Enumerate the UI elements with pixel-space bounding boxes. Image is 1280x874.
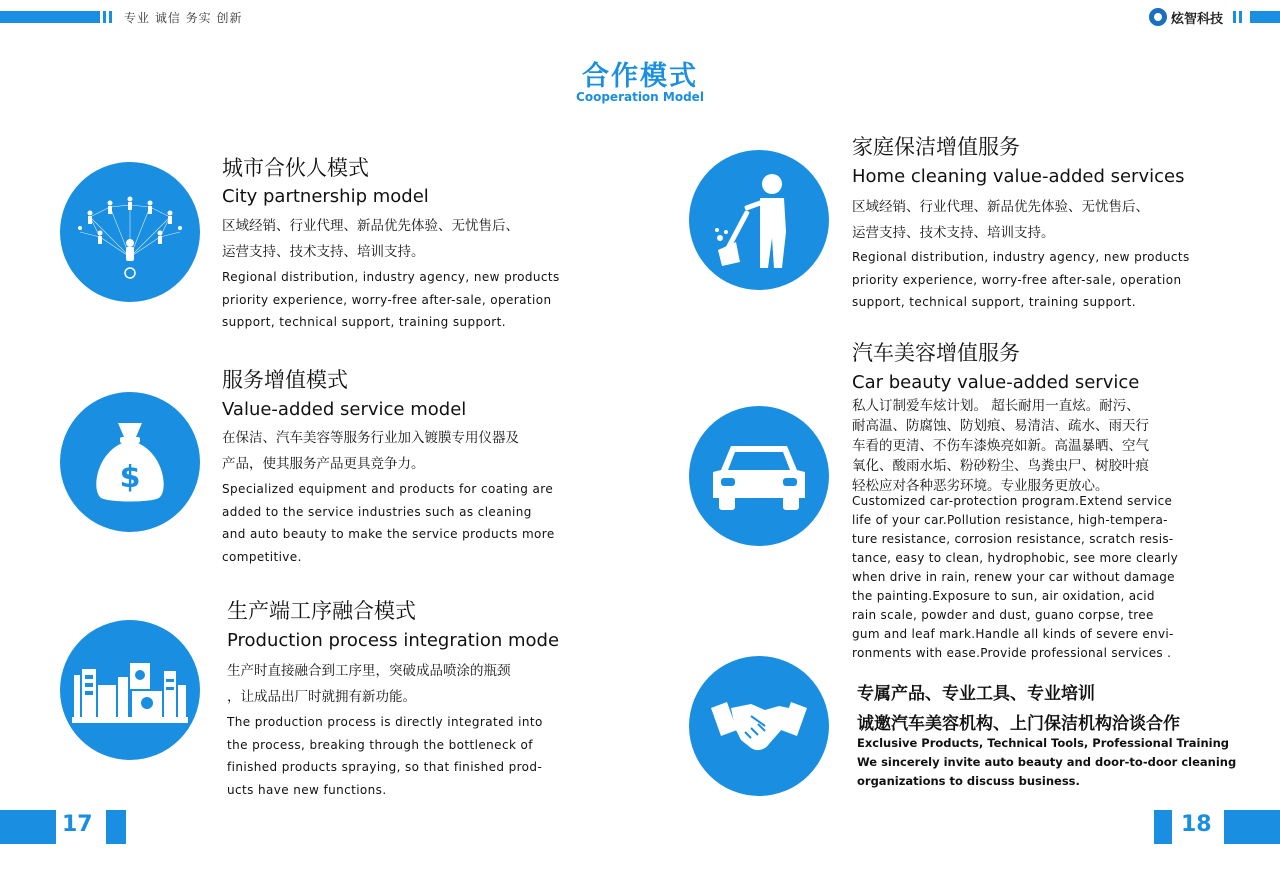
header-tick (103, 11, 106, 23)
desc-line: 私人订制爱车炫计划。 超长耐用一直炫。耐污、 (852, 398, 1140, 414)
page-number-right: 18 (1181, 812, 1212, 837)
header-tick (109, 11, 112, 23)
desc-line: We sincerely invite auto beauty and door-to-door cleaning (857, 755, 1237, 769)
page-title: 合作模式 (582, 61, 698, 92)
header-bar (0, 11, 100, 23)
section-title-en: Value-added service model (222, 399, 467, 420)
desc-line: life of your car.Pollution resistance, high-tempera- (852, 513, 1168, 527)
desc-line: 生产时直接融合到工序里，突破成品喷涂的瓶颈 (227, 663, 511, 679)
desc-line: rain scale, powder and dust, guano corpse, tree (852, 608, 1154, 622)
desc-line: the painting.Exposure to sun, air oxidation, acid (852, 589, 1155, 603)
section-icon-circle (60, 620, 200, 760)
section-icon-circle (689, 656, 829, 796)
section-desc-en (857, 734, 1236, 791)
desc-line: 产品，使其服务产品更具竞争力。 (222, 456, 425, 472)
section-title-cn: 汽车美容增值服务 (852, 341, 1020, 365)
section-desc-cn (227, 658, 511, 710)
section-desc-en (222, 478, 555, 568)
section-title-cn: 生产端工序融合模式 (227, 599, 416, 623)
section-icon-circle (689, 150, 829, 290)
header-tick (1239, 11, 1242, 23)
desc-line: and auto beauty to make the service products more (222, 527, 555, 541)
desc-line: priority experience, worry-free after-sale, operation (222, 292, 552, 307)
desc-line: ，让成品出厂时就拥有新功能。 (227, 689, 416, 705)
desc-line: added to the service industries such as cleaning (222, 504, 532, 519)
desc-line: ucts have new functions. (227, 782, 387, 797)
page-bar (0, 810, 56, 844)
car-icon (711, 440, 807, 512)
money-bag-icon (90, 419, 170, 505)
desc-line: finished products spraying, so that finished prod- (227, 760, 543, 774)
header-bar (1250, 11, 1280, 23)
desc-line: Regional distribution, industry agency, new products (852, 250, 1190, 264)
page-bar (1154, 810, 1172, 844)
svg-text:$: $ (119, 460, 141, 495)
section-desc-cn (222, 425, 519, 477)
desc-line: 运营支持、技术支持、培训支持。 (222, 244, 425, 260)
handshake-icon (711, 694, 807, 758)
section-icon-circle (689, 406, 829, 546)
section-title-cn: 诚邀汽车美容机构、上门保洁机构洽谈合作 (857, 714, 1180, 734)
section-title-en: City partnership model (222, 186, 429, 207)
slogan: 专业 诚信 务实 创新 (124, 10, 243, 25)
desc-line: gum and leaf mark.Handle all kinds of severe envi- (852, 627, 1174, 641)
section-icon-circle (60, 162, 200, 302)
desc-line: ronments with ease.Provide professional services . (852, 646, 1172, 660)
desc-line: 区域经销、行业代理、新品优先体验、无忧售后、 (852, 199, 1149, 215)
factory-machine-icon (72, 655, 188, 725)
section-title-cn: 服务增值模式 (222, 368, 348, 392)
desc-line: competitive. (222, 549, 302, 564)
desc-line: 运营支持、技术支持、培训支持。 (852, 225, 1055, 241)
page-number-left: 17 (62, 812, 93, 837)
desc-line: tance, easy to clean, hydrophobic, see more clearly (852, 551, 1179, 565)
desc-line: support, technical support, training support. (222, 315, 506, 329)
desc-line: organizations to discuss business. (857, 774, 1080, 788)
desc-line: Customized car-protection program.Extend service (852, 494, 1173, 508)
section-title-cn: 专属产品、专业工具、专业培训 (857, 684, 1095, 704)
desc-line: 车看的更清、不伤车漆焕亮如新。高温暴晒、空气 (852, 438, 1149, 454)
desc-line: 在保洁、汽车美容等服务行业加入镀膜专用仪器及 (222, 430, 519, 446)
desc-line: 耐高温、防腐蚀、防划痕、易清洁、疏水、雨天行 (852, 418, 1149, 434)
page-bar (106, 810, 126, 844)
desc-line: 区域经销、行业代理、新品优先体验、无忧售后、 (222, 218, 519, 234)
header-tick (1233, 11, 1236, 23)
desc-line: support, technical support, training support. (852, 295, 1136, 309)
header-left (0, 10, 242, 24)
page-bar (1224, 810, 1280, 844)
section-desc-en (852, 246, 1190, 314)
desc-line: Specialized equipment and products for coating are (222, 482, 554, 496)
header-right (1149, 6, 1280, 28)
desc-line: the process, breaking through the bottleneck of (227, 737, 533, 752)
section-desc-cn (222, 213, 519, 265)
brand-name: 炫智科技 (1170, 11, 1223, 27)
cleaner-person-icon (714, 172, 804, 268)
section-desc-en (852, 492, 1178, 663)
section-title-en: Production process integration mode (227, 630, 560, 651)
desc-line: priority experience, worry-free after-sale, operation (852, 272, 1182, 287)
desc-line: The production process is directly integrated into (227, 715, 543, 729)
desc-line: 氧化、酸雨水垢、粉砂粉尘、鸟粪虫尸、树胶叶痕 (852, 458, 1149, 474)
section-title-en: Car beauty value-added service (852, 372, 1140, 393)
desc-line: ture resistance, corrosion resistance, scratch resis- (852, 532, 1174, 546)
desc-line: 轻松应对各种恶劣环境。专业服务更放心。 (852, 478, 1109, 494)
section-desc-cn (852, 194, 1149, 246)
section-desc-en (222, 266, 560, 334)
brand-logo-icon (1149, 8, 1167, 26)
section-title-en: Home cleaning value-added services (852, 166, 1185, 187)
section-title-cn: 城市合伙人模式 (222, 156, 369, 180)
desc-line: Regional distribution, industry agency, new products (222, 270, 560, 284)
page-subtitle: Cooperation Model (576, 90, 704, 104)
section-desc-cn (852, 396, 1149, 496)
desc-line: when drive in rain, renew your car without damage (852, 570, 1175, 584)
section-icon-circle (60, 392, 200, 532)
section-desc-en (227, 711, 543, 801)
network-people-icon (70, 177, 190, 287)
section-title-cn: 家庭保洁增值服务 (852, 135, 1020, 159)
desc-line: Exclusive Products, Technical Tools, Professional Training (857, 736, 1230, 750)
